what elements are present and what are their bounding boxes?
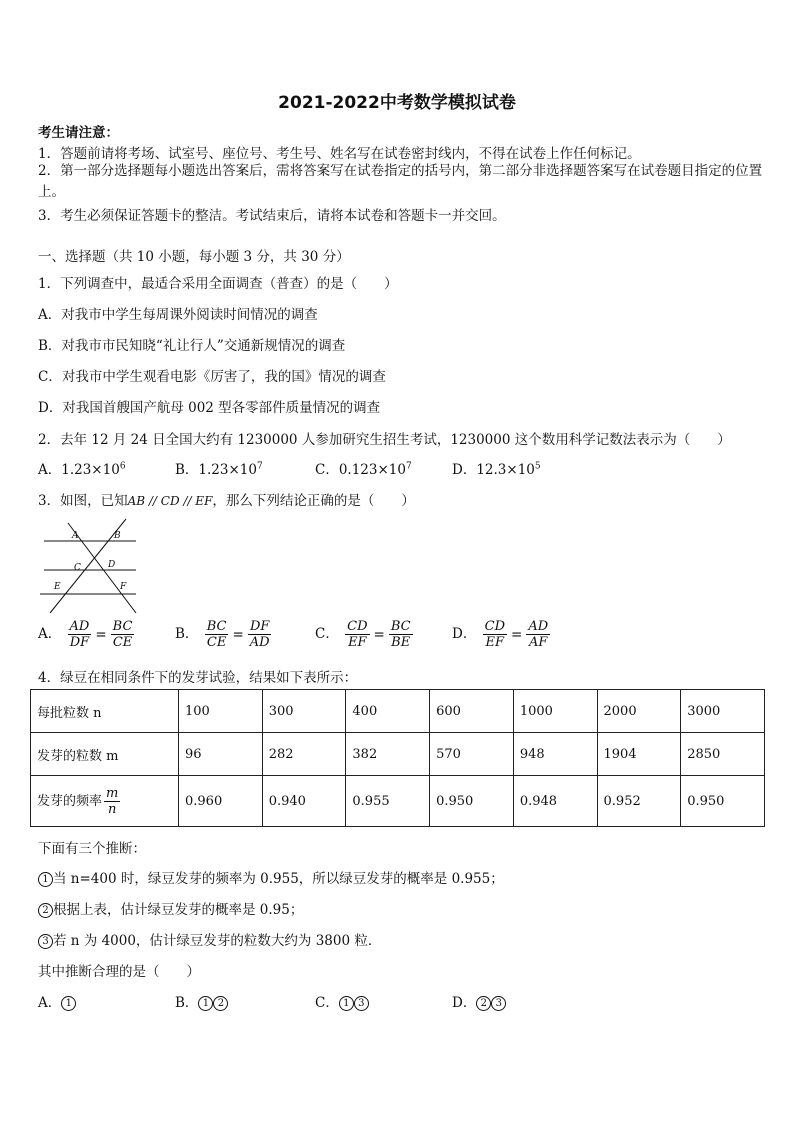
q2-option-d-base: D．12.3×10	[452, 462, 535, 478]
q2-option-a	[38, 458, 126, 478]
q3-option-b-lhs	[205, 619, 229, 650]
q3-option-d-n2: AD	[528, 619, 549, 634]
q1-option-c: C．对我市中学生观看电影《厉害了，我的国》情况的调查	[38, 369, 386, 385]
q3-option-c-lhs	[345, 619, 369, 650]
q3-option-d-label: D．	[452, 626, 477, 642]
q3-option-b-n2: DF	[249, 619, 270, 634]
q3-option-d: D． $\frac{CD}{EF}$ = $\frac{AD}{AF}$	[452, 619, 549, 650]
label-a: A	[72, 531, 79, 541]
label-f: F	[120, 582, 127, 592]
q4-option-d	[452, 991, 506, 1011]
q3-option-c-n1: CD	[347, 619, 368, 634]
q2-option-c-base: C．0.123×10	[315, 462, 406, 478]
q2-option-b-exp: 7	[256, 461, 263, 472]
q3-option-d-rhs	[526, 619, 550, 650]
q4-inference-2	[38, 898, 303, 918]
q3-stem	[38, 489, 415, 509]
q3-option-c-n2: BC	[390, 619, 411, 634]
circled-number: 1	[61, 996, 76, 1011]
q3-option-d-d2: AF	[529, 635, 548, 650]
table-cell: 0.955	[346, 776, 430, 827]
table-cell: 400	[346, 690, 430, 733]
table-row-head: 每批粒数 n	[31, 690, 179, 733]
q3-option-a-lhs	[68, 619, 92, 650]
q4-inference-1	[38, 867, 504, 887]
q3-option-d-d1: EF	[485, 635, 505, 650]
q4-intro: 下面有三个推断：	[38, 841, 146, 857]
q3-stem-pre: 3．如图，已知	[38, 493, 128, 509]
q2-option-d	[452, 458, 541, 478]
label-e: E	[54, 582, 61, 592]
q4-option-a	[38, 991, 76, 1011]
q4-question: 其中推断合理的是（ ）	[38, 964, 200, 980]
q1-option-b: B．对我市市民知晓“礼让行人”交通新规情况的调查	[38, 338, 346, 354]
q1-option-a: A．对我市中学生每周课外阅读时间情况的调查	[38, 307, 318, 323]
table-cell: 0.952	[597, 776, 681, 827]
q3-option-a-d1: DF	[69, 635, 90, 650]
table-row	[31, 733, 765, 776]
table-cell: 0.950	[681, 776, 765, 827]
circled-number: 1	[198, 996, 213, 1011]
table-cell: 1904	[597, 733, 681, 776]
notice-heading: 考生请注意：	[38, 125, 119, 141]
notice-item-1: 1．答题前请将考场、试室号、座位号、考生号、姓名写在试卷密封线内，不得在试卷上作任何标记。	[38, 146, 641, 162]
frequency-fraction	[104, 786, 120, 817]
table-cell: 2850	[681, 733, 765, 776]
table-cell: 100	[179, 690, 263, 733]
circled-number: 3	[354, 996, 369, 1011]
table-cell: 282	[262, 733, 346, 776]
circled-number: 2	[476, 996, 491, 1011]
notice-item-2: 2．第一部分选择题每小题选出答案后，需将答案写在试卷指定的括号内，第二部分非选择题答案写在试卷题目指定的位置上。	[38, 163, 763, 200]
q4-option-a-label: A．	[38, 995, 62, 1011]
q2-option-d-exp: 5	[534, 461, 541, 472]
table-cell: 0.948	[513, 776, 597, 827]
circled-number: 2	[213, 996, 228, 1011]
q3-option-a: A． $\frac{AD}{DF}$ = $\frac{BC}{CE}$	[38, 619, 133, 650]
q2-option-c-exp: 7	[405, 461, 412, 472]
q2-option-a-exp: 6	[119, 461, 126, 472]
table-cell: 1000	[513, 690, 597, 733]
circled-number: 1	[339, 996, 354, 1011]
table-cell: 600	[430, 690, 514, 733]
exam-title: 2021-2022中考数学模拟试卷	[278, 93, 516, 113]
q4-option-c-label: C．	[315, 995, 339, 1011]
table-cell: 96	[179, 733, 263, 776]
q2-option-b	[175, 458, 263, 478]
table-cell: 300	[262, 690, 346, 733]
q2-option-c	[315, 458, 412, 478]
table-cell: 948	[513, 733, 597, 776]
q3-option-a-n1: AD	[69, 619, 90, 634]
q3-stem-math: AB // CD // EF	[127, 494, 213, 508]
q2-option-b-base: B．1.23×10	[175, 462, 257, 478]
table-row-head: 发芽的粒数 m	[31, 733, 179, 776]
circled-number: 3	[491, 996, 506, 1011]
q3-option-a-label: A．	[38, 626, 62, 642]
parallel-lines-figure	[38, 517, 142, 617]
q3-stem-post: ，那么下列结论正确的是（ ）	[212, 493, 415, 509]
table-cell: 382	[346, 733, 430, 776]
q3-option-a-n2: BC	[112, 619, 133, 634]
table-cell: 2000	[597, 690, 681, 733]
circled-number: 3	[38, 934, 53, 949]
notice-item-3: 3．考生必须保证答题卡的整洁。考试结束后，请将本试卷和答题卡一并交回。	[38, 208, 506, 224]
frequency-den: n	[107, 801, 117, 817]
q3-option-d-lhs	[483, 619, 507, 650]
q3-option-b: B． $\frac{BC}{CE}$ = $\frac{DF}{AD}$	[175, 619, 270, 650]
label-c: C	[74, 563, 81, 573]
q1-option-d: D．对我国首艘国产航母 002 型各零部件质量情况的调查	[38, 400, 381, 416]
section-heading: 一、选择题（共 10 小题，每小题 3 分，共 30 分）	[38, 249, 350, 265]
table-cell: 570	[430, 733, 514, 776]
q3-option-c-rhs	[389, 619, 413, 650]
inference-text: 若 n 为 4000，估计绿豆发芽的粒数大约为 3800 粒．	[53, 933, 382, 949]
q3-option-a-rhs	[111, 619, 135, 650]
table-cell: 0.940	[262, 776, 346, 827]
q3-option-b-d1: CE	[206, 635, 227, 650]
q3-option-b-label: B．	[175, 626, 199, 642]
q2-option-a-base: A．1.23×10	[38, 462, 120, 478]
q4-inference-3	[38, 929, 381, 949]
q4-option-b-label: B．	[175, 995, 199, 1011]
q3-option-c-d1: EF	[348, 635, 367, 650]
circled-number: 1	[38, 872, 53, 887]
q4-option-b	[175, 991, 228, 1011]
q1-stem: 1．下列调查中，最适合采用全面调查（普查）的是（ ）	[38, 276, 398, 292]
q3-option-c-d2: BE	[391, 635, 411, 650]
table-row	[31, 776, 765, 827]
label-b: B	[114, 531, 121, 541]
q3-option-c: C． $\frac{CD}{EF}$ = $\frac{BC}{BE}$	[315, 619, 411, 650]
q3-option-a-d2: CE	[112, 635, 133, 650]
q3-option-b-n1: BC	[206, 619, 227, 634]
table-cell: 0.950	[430, 776, 514, 827]
table-cell: 0.960	[179, 776, 263, 827]
q4-option-c	[315, 991, 369, 1011]
q3-option-b-d2: AD	[249, 635, 270, 650]
q4-stem: 4．绿豆在相同条件下的发芽试验，结果如下表所示：	[38, 670, 358, 686]
q3-option-b-rhs	[248, 619, 272, 650]
germination-table	[30, 689, 765, 827]
inference-text: 当 n=400 时，绿豆发芽的频率为 0.955，所以绿豆发芽的概率是 0.955；	[53, 871, 504, 887]
circled-number: 2	[38, 903, 53, 918]
table-row	[31, 690, 765, 733]
frequency-num: m	[106, 785, 119, 801]
inference-text: 根据上表，估计绿豆发芽的概率是 0.95；	[53, 902, 304, 918]
q4-option-d-label: D．	[452, 995, 477, 1011]
table-row-head	[31, 776, 179, 827]
table-cell: 3000	[681, 690, 765, 733]
q3-option-c-label: C．	[315, 626, 339, 642]
q3-option-d-n1: CD	[484, 619, 505, 634]
q2-stem: 2．去年 12 月 24 日全国大约有 1230000 人参加研究生招生考试，1230000 这个数用科学记数法表示为（ ）	[38, 432, 731, 448]
label-d: D	[108, 560, 116, 570]
frequency-label: 发芽的频率	[37, 793, 103, 809]
